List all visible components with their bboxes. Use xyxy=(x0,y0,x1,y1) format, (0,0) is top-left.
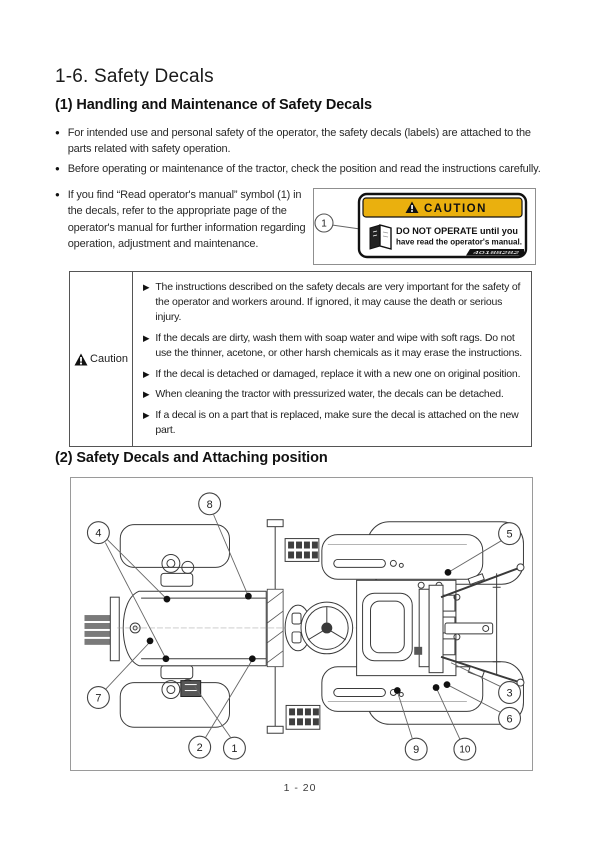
svg-text:9: 9 xyxy=(413,744,420,757)
bullet-item xyxy=(55,161,549,177)
svg-text:7: 7 xyxy=(95,692,102,705)
tractor-topview-svg xyxy=(71,478,530,768)
svg-text:8: 8 xyxy=(206,498,213,511)
callout-3 xyxy=(499,682,521,704)
warning-exclamation-dot xyxy=(411,210,413,212)
caution-box-label-cell xyxy=(70,272,133,446)
arrow-bullet-icon: ▶ xyxy=(143,410,150,421)
caution-item xyxy=(143,408,523,438)
decal-position-diagram xyxy=(70,477,533,771)
caution-box-items xyxy=(133,272,531,446)
warning-exclamation xyxy=(411,205,413,209)
callout-2 xyxy=(189,736,211,758)
svg-text:5: 5 xyxy=(506,528,513,541)
caution-box-label: Caution xyxy=(90,353,128,366)
arrow-bullet-icon: ▶ xyxy=(143,389,150,400)
bullet-icon: ● xyxy=(55,164,60,173)
caution-item xyxy=(143,280,523,325)
callout-5 xyxy=(499,523,521,545)
caution-item xyxy=(143,387,523,402)
section2-title: (2) Safety Decals and Attaching position xyxy=(55,450,328,466)
svg-text:2: 2 xyxy=(196,742,203,755)
svg-text:4: 4 xyxy=(95,527,102,540)
caution-item-text: If the decals are dirty, wash them with soap water and wipe with soft rags. Do not use the thinner, acetone, or other harsh chemicals as it may erase the instructions. xyxy=(155,331,522,359)
callout-4 xyxy=(87,522,109,544)
decal-line1: DO NOT OPERATE until you xyxy=(396,226,518,236)
svg-text:6: 6 xyxy=(506,713,513,726)
callout-number: 1 xyxy=(321,218,327,230)
caution-item xyxy=(143,367,523,382)
arrow-bullet-icon: ▶ xyxy=(143,368,150,379)
callout-9 xyxy=(405,738,427,760)
caution-decal-svg xyxy=(314,189,535,264)
read-manual-book-icon xyxy=(370,225,391,249)
caution-item-text: When cleaning the tractor with pressurized water, the decals can be detached. xyxy=(155,388,504,401)
bullet-item xyxy=(55,187,311,252)
svg-text:10: 10 xyxy=(459,744,471,756)
warning-triangle-icon xyxy=(74,353,88,366)
hood xyxy=(123,591,266,665)
section1-title: (1) Handling and Maintenance of Safety Decals xyxy=(55,97,372,113)
tractor-drawing xyxy=(84,520,523,734)
caution-item xyxy=(143,331,523,361)
center-body xyxy=(357,580,460,675)
step-bracket xyxy=(181,681,201,697)
page-number: 1 - 20 xyxy=(283,782,317,794)
decal-line2: have read the operator's manual. xyxy=(396,236,522,247)
bullet-item xyxy=(55,125,549,158)
callout-6 xyxy=(499,707,521,729)
callout-7 xyxy=(87,687,109,709)
caution-decal-figure xyxy=(313,188,536,265)
arrow-bullet-icon: ▶ xyxy=(143,332,150,343)
rear-left-wheel-fender xyxy=(322,522,524,585)
caution-item-text: If the decal is detached or damaged, replace it with a new one on original position. xyxy=(155,367,521,380)
page-title: 1-6. Safety Decals xyxy=(55,66,214,87)
svg-text:3: 3 xyxy=(506,687,513,700)
callout-10 xyxy=(454,738,476,760)
front-wheel-left xyxy=(120,525,229,568)
decal-part-number: 40188282 xyxy=(473,251,495,256)
svg-text:1: 1 xyxy=(231,743,238,756)
caution-box xyxy=(69,271,532,447)
bullet-text: For intended use and personal safety of the operator, the safety decals (labels) are attached to the parts related with safety operation. xyxy=(67,127,531,156)
decal-caution-word: CAUTION xyxy=(424,203,487,215)
callout-1 xyxy=(224,737,246,759)
leader-line xyxy=(332,225,360,229)
callout-8 xyxy=(199,493,221,515)
bullet-text: Before operating or maintenance of the tractor, check the position and read the instructions carefully. xyxy=(67,163,541,175)
bullet-icon: ● xyxy=(55,190,60,199)
caution-item-text: If a decal is on a part that is replaced, make sure the decal is attached on the new part. xyxy=(155,409,519,437)
front-weights xyxy=(84,597,119,661)
bullet-icon: ● xyxy=(55,128,60,137)
arrow-bullet-icon: ▶ xyxy=(143,282,150,292)
steering xyxy=(285,602,353,654)
bullet-text: If you find “Read operator's manual” symbol (1) in the decals, refer to the appropriate page of the operator's manual for further information regarding operation, adjustment and maintenance. xyxy=(67,189,306,250)
caution-item-text: The instructions described on the safety decals are very important for the safety of the operator and workers around. If ignored, it may cause the death or serious injury. xyxy=(155,281,521,323)
